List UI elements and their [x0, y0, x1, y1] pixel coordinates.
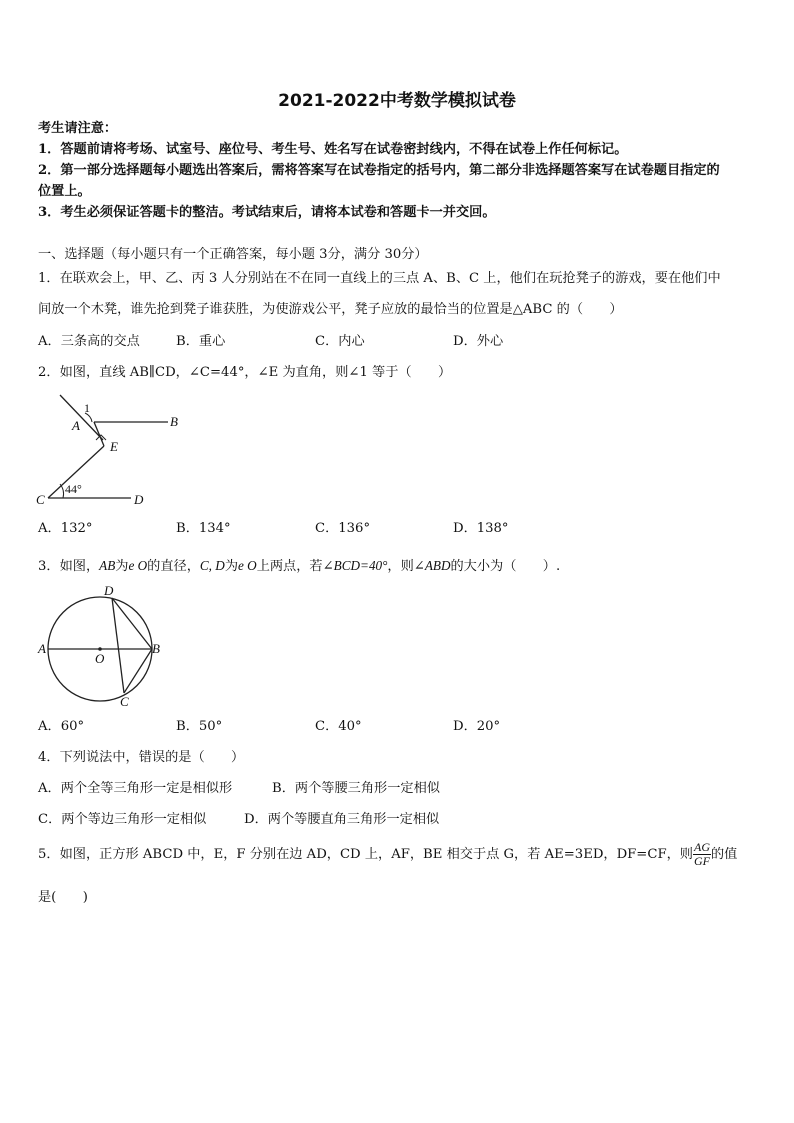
q3-target-angle: ∠ABD [413, 558, 451, 573]
q5-fraction [693, 841, 711, 868]
q3-wei2: 为 [224, 559, 238, 574]
q3-suffix: 的大小为（ ）. [450, 559, 561, 574]
q2-label-e: E [110, 439, 118, 454]
q4-option-c[interactable]: C．两个等边三角形一定相似 [38, 812, 207, 827]
q3-label-c: C [120, 694, 129, 709]
q3-label-b: B [152, 641, 160, 656]
q4-option-d[interactable]: D．两个等腰直角三角形一定相似 [244, 812, 440, 827]
q5-fraction-denominator: GF [693, 854, 710, 868]
q3-ab: AB [99, 558, 116, 573]
q2-label-a: A [72, 418, 80, 433]
q4-stem: 4．下列说法中，错误的是（ ） [38, 750, 245, 765]
q3-option-b[interactable]: B．50° [176, 719, 223, 734]
q2-label-c: C [36, 492, 45, 507]
q3-mid2: 上两点，若 [256, 559, 323, 574]
page-title: 2021-2022中考数学模拟试卷 [278, 91, 516, 111]
q3-option-a[interactable]: A．60° [38, 719, 85, 734]
q3-condition: ∠BCD=40° [322, 558, 388, 573]
q2-label-d: D [134, 492, 144, 507]
notice-item-1: 1．答题前请将考场、试室号、座位号、考生号、姓名写在试卷密封线内，不得在试卷上作任何标记。 [38, 142, 628, 157]
q4-option-a[interactable]: A．两个全等三角形一定是相似形 [38, 781, 233, 796]
q3-figure [34, 582, 169, 712]
q2-label-1: 1 [84, 401, 90, 415]
q1-stem-line2: 间放一个木凳，谁先抢到凳子谁获胜，为使游戏公平，凳子应放的最恰当的位置是△ABC 的（ ） [38, 302, 623, 317]
q2-option-d[interactable]: D．138° [453, 521, 509, 536]
q3-prefix: 3．如图， [38, 559, 100, 574]
q3-cd: C, D [199, 558, 225, 573]
notice-item-2: 2．第一部分选择题每小题选出答案后，需将答案写在试卷指定的括号内，第二部分非选择题答案写在试卷题目指定的 [38, 163, 720, 178]
section-heading: 一、选择题（每小题只有一个正确答案，每小题 3分，满分 30分） [38, 247, 428, 262]
q4-option-b[interactable]: B．两个等腰三角形一定相似 [272, 781, 440, 796]
q3-mid3: ，则 [387, 559, 414, 574]
q5-fraction-numerator: AG [693, 840, 710, 854]
q1-option-c[interactable]: C．内心 [315, 334, 365, 349]
q5-stem-line2: 是( ) [38, 890, 88, 905]
q3-option-c[interactable]: C．40° [315, 719, 362, 734]
q2-option-c[interactable]: C．136° [315, 521, 371, 536]
q5-text-end: 的值 [710, 847, 738, 862]
q5-stem-line1 [38, 838, 737, 872]
notice-item-2-cont: 位置上。 [38, 184, 91, 199]
q1-option-b[interactable]: B．重心 [176, 334, 226, 349]
q2-label-b: B [170, 414, 178, 429]
q1-stem-line1: 1．在联欢会上，甲、乙、丙 3 人分别站在不在同一直线上的三点 A、B、C 上，他们在玩抢凳子的游戏，要在他们中 [38, 271, 721, 286]
q2-option-b[interactable]: B．134° [176, 521, 231, 536]
q1-option-d[interactable]: D．外心 [453, 334, 504, 349]
q3-circle-o-2: e O [238, 558, 257, 573]
q3-option-d[interactable]: D．20° [453, 719, 501, 734]
q2-label-44: 44° [65, 482, 82, 496]
notice-heading: 考生请注意： [38, 121, 118, 136]
q2-option-a[interactable]: A．132° [38, 521, 93, 536]
notice-item-3: 3．考生必须保证答题卡的整洁。考试结束后，请将本试卷和答题卡一并交回。 [38, 205, 496, 220]
q3-circle-o-1: e O [128, 558, 148, 573]
q5-text: 5．如图，正方形 ABCD 中，E，F 分别在边 AD，CD 上，AF，BE 相交于点 G，若 AE=3ED，DF=CF，则 [38, 847, 693, 862]
q1-option-a[interactable]: A．三条高的交点 [38, 334, 140, 349]
q3-stem [38, 555, 560, 577]
q2-figure [30, 390, 200, 515]
q3-label-d: D [104, 583, 114, 598]
q3-wei1: 为 [115, 559, 129, 574]
q3-label-o: O [95, 651, 105, 666]
q3-mid1: 的直径， [147, 559, 200, 574]
q3-label-a: A [38, 641, 46, 656]
q2-stem: 2．如图，直线 AB∥CD，∠C=44°，∠E 为直角，则∠1 等于（ ） [38, 365, 452, 380]
